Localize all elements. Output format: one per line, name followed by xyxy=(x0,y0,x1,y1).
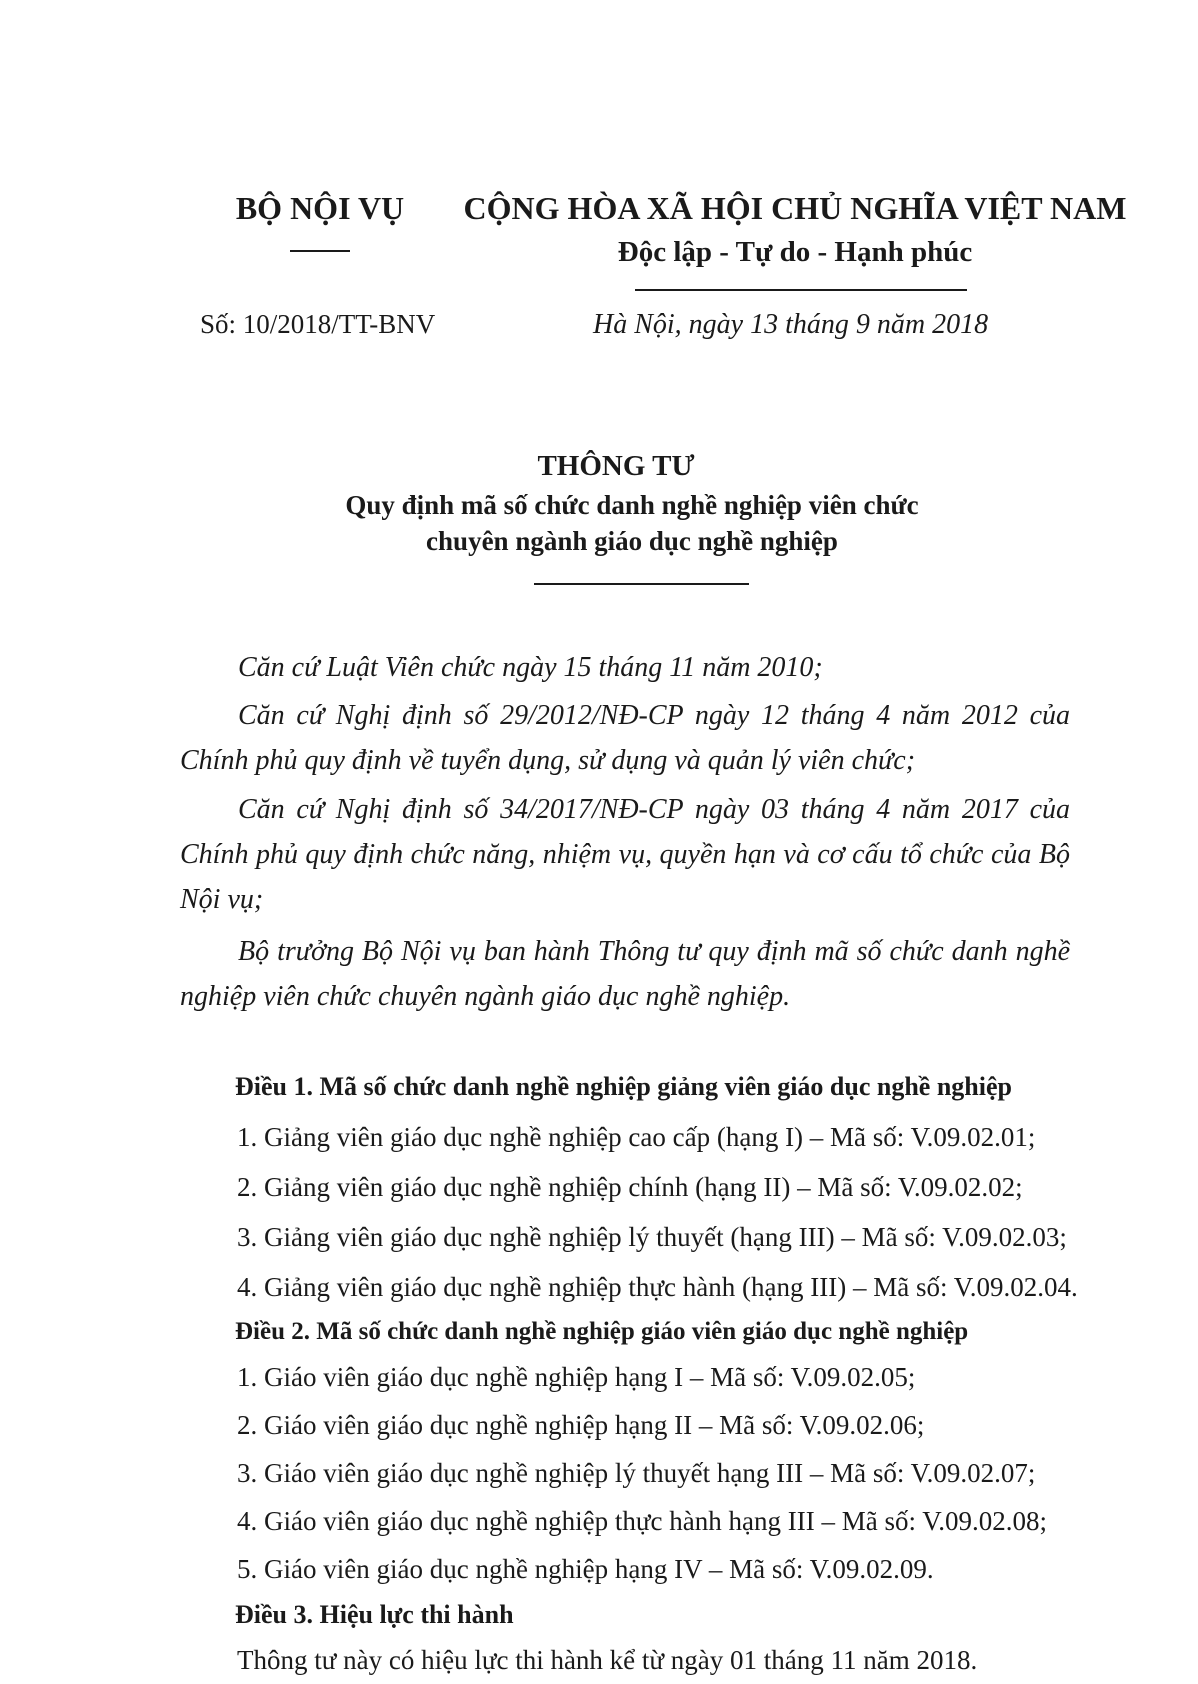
preamble-4: Bộ trưởng Bộ Nội vụ ban hành Thông tư quy định mã số chức danh nghề nghiệp viên chức chuyên ngành giáo dục nghề nghiệp. xyxy=(180,936,1070,1012)
place-date: Hà Nội, ngày 13 tháng 9 năm 2018 xyxy=(593,309,989,340)
doc-number: Số: 10/2018/TT-BNV xyxy=(200,309,436,339)
article-3-heading: Điều 3. Hiệu lực thi hành xyxy=(235,1600,514,1629)
motto: Độc lập - Tự do - Hạnh phúc xyxy=(617,236,973,268)
document-type: THÔNG TƯ xyxy=(537,450,695,482)
article-2-heading: Điều 2. Mã số chức danh nghề nghiệp giáo viên giáo dục nghề nghiệp xyxy=(235,1318,969,1345)
preamble-3: Căn cứ Nghị định số 34/2017/NĐ-CP ngày 03 tháng 4 năm 2017 của Chính phủ quy định chức năng, nhiệm vụ, quyền hạn và cơ cấu tổ chức của Bộ Nội vụ; xyxy=(180,794,1070,915)
list-item: 2. Giáo viên giáo dục nghề nghiệp hạng II – Mã số: V.09.02.06; xyxy=(237,1410,925,1440)
list-item: Thông tư này có hiệu lực thi hành kể từ ngày 01 tháng 11 năm 2018. xyxy=(237,1645,978,1675)
list-item: 1. Giảng viên giáo dục nghề nghiệp cao cấp (hạng I) – Mã số: V.09.02.01; xyxy=(237,1122,1036,1152)
list-item: 3. Giáo viên giáo dục nghề nghiệp lý thuyết hạng III – Mã số: V.09.02.07; xyxy=(237,1458,1036,1488)
list-item: 3. Giảng viên giáo dục nghề nghiệp lý thuyết (hạng III) – Mã số: V.09.02.03; xyxy=(237,1222,1067,1252)
preamble-2: Căn cứ Nghị định số 29/2012/NĐ-CP ngày 12 tháng 4 năm 2012 của Chính phủ quy định về tuyển dụng, sử dụng và quản lý viên chức; xyxy=(180,700,1070,776)
list-item: 4. Giáo viên giáo dục nghề nghiệp thực hành hạng III – Mã số: V.09.02.08; xyxy=(237,1506,1047,1536)
agency-name: BỘ NỘI VỤ xyxy=(235,190,405,226)
list-item: 2. Giảng viên giáo dục nghề nghiệp chính (hạng II) – Mã số: V.09.02.02; xyxy=(237,1172,1023,1202)
document-subtitle-2: chuyên ngành giáo dục nghề nghiệp xyxy=(426,526,838,556)
motto-underline xyxy=(635,289,967,291)
country-name: CỘNG HÒA XÃ HỘI CHỦ NGHĨA VIỆT NAM xyxy=(463,190,1127,226)
agency-underline xyxy=(290,250,350,252)
document-subtitle-1: Quy định mã số chức danh nghề nghiệp viên chức xyxy=(345,490,919,520)
preamble-1: Căn cứ Luật Viên chức ngày 15 tháng 11 năm 2010; xyxy=(238,652,823,683)
article-1-heading: Điều 1. Mã số chức danh nghề nghiệp giảng viên giáo dục nghề nghiệp xyxy=(235,1072,1012,1101)
list-item: 1. Giáo viên giáo dục nghề nghiệp hạng I – Mã số: V.09.02.05; xyxy=(237,1362,916,1392)
list-item: 5. Giáo viên giáo dục nghề nghiệp hạng IV – Mã số: V.09.02.09. xyxy=(237,1554,934,1584)
title-underline xyxy=(534,583,749,585)
list-item: 4. Giảng viên giáo dục nghề nghiệp thực hành (hạng III) – Mã số: V.09.02.04. xyxy=(237,1272,1078,1302)
